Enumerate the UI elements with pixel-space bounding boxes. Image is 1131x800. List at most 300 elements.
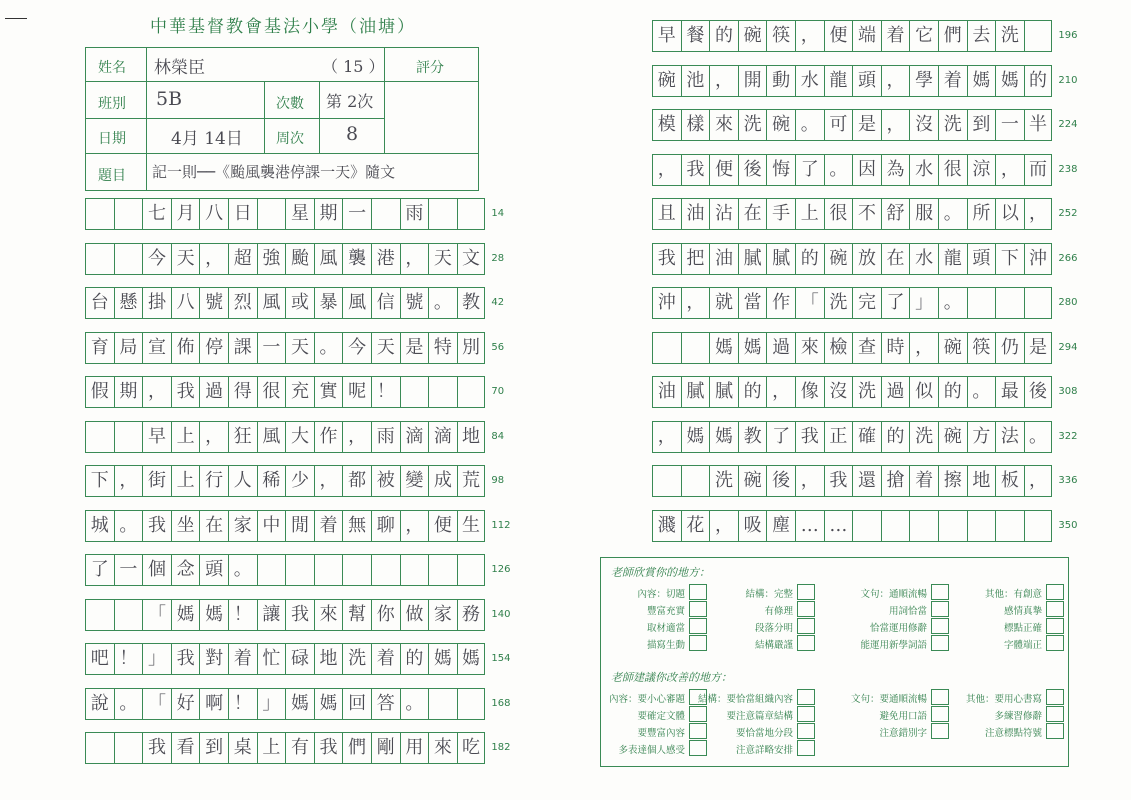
essay-cell: 水 — [909, 244, 938, 274]
school-name: 中華基督教會基法小學（油塘） — [150, 17, 416, 37]
essay-cell: 去 — [967, 21, 996, 51]
essay-cell: 作 — [314, 422, 343, 452]
word-count: 224 — [1058, 119, 1078, 130]
checklist-item: 取材適當 — [646, 623, 685, 634]
checklist-item: 要恰當地分段 — [735, 728, 793, 739]
essay-row — [85, 688, 485, 720]
essay-cell: 因 — [852, 155, 881, 185]
essay-cell: 花 — [681, 511, 710, 541]
essay-cell: 頭 — [967, 244, 996, 274]
checkbox[interactable] — [797, 635, 815, 651]
essay-cell: 媽 — [967, 66, 996, 96]
essay-cell: 變 — [400, 466, 429, 496]
essay-cell: 對 — [199, 644, 228, 674]
essay-cell: 都 — [342, 466, 371, 496]
essay-row — [85, 332, 485, 364]
essay-cell: 膩 — [709, 377, 738, 407]
essay-cell: 過 — [199, 377, 228, 407]
essay-cell: 是 — [1024, 333, 1053, 363]
essay-cell: 仍 — [995, 333, 1024, 363]
checklist-item: 注意錯別字 — [879, 728, 927, 739]
essay-row — [652, 376, 1052, 408]
essay-cell: 龍 — [938, 244, 967, 274]
essay-cell: 是 — [400, 333, 429, 363]
essay-cell: 或 — [285, 288, 314, 318]
checkbox[interactable] — [797, 689, 815, 705]
essay-cell: 媽 — [709, 333, 738, 363]
essay-row — [652, 332, 1052, 364]
essay-cell: 。 — [967, 377, 996, 407]
essay-cell: ， — [652, 422, 681, 452]
checkbox[interactable] — [689, 740, 707, 756]
checkbox[interactable] — [797, 601, 815, 617]
topic-label: 題目 — [98, 168, 126, 184]
essay-cell: 膩 — [738, 244, 767, 274]
essay-cell: ， — [881, 66, 910, 96]
essay-cell: 了 — [85, 555, 114, 585]
essay-cell: 了 — [881, 288, 910, 318]
essay-cell: 水 — [909, 155, 938, 185]
essay-cell: 便 — [824, 21, 853, 51]
essay-cell: 暴 — [314, 288, 343, 318]
word-count: 56 — [491, 341, 505, 353]
essay-cell: 家 — [228, 511, 257, 541]
checkbox[interactable] — [931, 706, 949, 722]
essay-cell — [652, 466, 681, 496]
essay-cell: 媽 — [314, 689, 343, 719]
essay-cell: 看 — [171, 733, 200, 763]
essay-cell: 港 — [371, 244, 400, 274]
checkbox[interactable] — [931, 601, 949, 617]
essay-row — [652, 243, 1052, 275]
essay-cell: 很 — [824, 199, 853, 229]
essay-cell: 媽 — [428, 644, 457, 674]
grade-label: 評分 — [416, 60, 444, 76]
essay-cell: 佈 — [171, 333, 200, 363]
essay-cell: ！ — [228, 689, 257, 719]
essay-cell: 雨 — [371, 422, 400, 452]
checkbox[interactable] — [689, 635, 707, 651]
essay-cell: 洗 — [824, 288, 853, 318]
date-label: 日期 — [98, 131, 126, 147]
checkbox[interactable] — [931, 689, 949, 705]
essay-cell: 當 — [738, 288, 767, 318]
week-value: 8 — [346, 123, 359, 145]
checkbox[interactable] — [689, 618, 707, 634]
checklist-item: 字體端正 — [1003, 640, 1042, 651]
checkbox[interactable] — [797, 740, 815, 756]
essay-cell: 所 — [967, 199, 996, 229]
essay-cell: 。 — [428, 288, 457, 318]
essay-cell: 天 — [428, 244, 457, 274]
essay-cell: 念 — [171, 555, 200, 585]
essay-cell: 沖 — [1024, 244, 1053, 274]
word-count: 280 — [1058, 297, 1078, 308]
essay-row — [652, 198, 1052, 230]
essay-cell: 餐 — [681, 21, 710, 51]
essay-cell: 今 — [342, 333, 371, 363]
essay-row — [652, 421, 1052, 453]
essay-cell: 滴 — [428, 422, 457, 452]
essay-cell: 一 — [114, 555, 143, 585]
checklist-item: 恰當運用修辭 — [869, 623, 927, 634]
essay-cell: 上 — [171, 466, 200, 496]
essay-cell: 最 — [995, 377, 1024, 407]
essay-cell: 媽 — [171, 600, 200, 630]
essay-row — [85, 554, 485, 586]
essay-cell — [285, 555, 314, 585]
essay-cell: 答 — [371, 689, 400, 719]
essay-cell: 號 — [400, 288, 429, 318]
essay-cell — [400, 377, 429, 407]
essay-cell: 期 — [314, 199, 343, 229]
word-count: 84 — [491, 430, 505, 442]
essay-cell: 碗 — [738, 466, 767, 496]
essay-cell: 很 — [257, 377, 286, 407]
essay-cell — [114, 199, 143, 229]
essay-cell: 。 — [114, 689, 143, 719]
checkbox[interactable] — [1046, 635, 1064, 651]
essay-cell: 呢 — [342, 377, 371, 407]
essay-cell: 閒 — [285, 511, 314, 541]
checkbox[interactable] — [1046, 584, 1064, 600]
essay-cell: 還 — [852, 466, 881, 496]
essay-cell — [314, 555, 343, 585]
essay-row — [85, 243, 485, 275]
checklist-item: 標點正確 — [1003, 623, 1042, 634]
essay-row — [652, 109, 1052, 141]
essay-cell: 且 — [652, 199, 681, 229]
essay-cell — [428, 377, 457, 407]
essay-cell: 我 — [652, 244, 681, 274]
essay-cell: 」 — [909, 288, 938, 318]
essay-cell — [114, 600, 143, 630]
checklist-item: 內容：切題 — [637, 589, 685, 600]
essay-cell: 很 — [938, 155, 967, 185]
essay-cell: 做 — [400, 600, 429, 630]
essay-row — [85, 643, 485, 675]
essay-row — [85, 465, 485, 497]
essay-cell: 滴 — [400, 422, 429, 452]
essay-cell: 媽 — [285, 689, 314, 719]
checkbox[interactable] — [797, 723, 815, 739]
essay-cell: 洗 — [852, 377, 881, 407]
essay-row — [85, 732, 485, 764]
word-count: 112 — [491, 519, 511, 531]
essay-cell: 有 — [285, 733, 314, 763]
essay-row — [652, 510, 1052, 542]
word-count: 70 — [491, 386, 505, 397]
essay-cell: 沒 — [909, 110, 938, 140]
essay-row — [85, 287, 485, 319]
essay-cell: 。 — [795, 110, 824, 140]
essay-row — [85, 376, 485, 408]
essay-cell — [257, 199, 286, 229]
essay-cell: 超 — [228, 244, 257, 274]
essay-cell: 板 — [995, 466, 1024, 496]
essay-cell: 作 — [766, 288, 795, 318]
class-number: （ 15 ） — [322, 57, 385, 76]
essay-cell: 的 — [795, 244, 824, 274]
essay-cell: 忙 — [257, 644, 286, 674]
checkbox[interactable] — [689, 584, 707, 600]
essay-cell: 地 — [314, 644, 343, 674]
essay-cell: 媽 — [457, 644, 486, 674]
essay-cell: 今 — [142, 244, 171, 274]
essay-cell: 地 — [457, 422, 486, 452]
essay-cell: 為 — [881, 155, 910, 185]
essay-cell: 頭 — [199, 555, 228, 585]
essay-cell — [1024, 21, 1053, 51]
essay-cell — [371, 199, 400, 229]
checklist-item: 要確定文體 — [637, 711, 685, 722]
essay-cell: 筷 — [967, 333, 996, 363]
essay-cell: 說 — [85, 689, 114, 719]
essay-cell: 服 — [909, 199, 938, 229]
essay-cell: 星 — [285, 199, 314, 229]
checklist-item: 多練習修辭 — [994, 711, 1042, 722]
essay-cell: … — [795, 511, 824, 541]
essay-cell: 成 — [428, 466, 457, 496]
essay-cell — [428, 555, 457, 585]
essay-cell: 風 — [314, 244, 343, 274]
word-count: 140 — [491, 608, 511, 620]
checklist-item: 能運用新學詞語 — [860, 640, 927, 651]
essay-cell: ， — [342, 422, 371, 452]
essay-cell — [995, 511, 1024, 541]
word-count: 336 — [1058, 475, 1078, 486]
essay-cell: 們 — [938, 21, 967, 51]
essay-cell: 時 — [881, 333, 910, 363]
word-count: 294 — [1058, 341, 1078, 353]
word-count: 350 — [1058, 519, 1078, 531]
essay-cell: 油 — [681, 199, 710, 229]
appreciation-title: 老師欣賞你的地方： — [611, 566, 710, 579]
essay-cell: ， — [400, 244, 429, 274]
essay-cell: ， — [400, 511, 429, 541]
essay-row — [85, 599, 485, 631]
word-count: 168 — [491, 697, 511, 709]
checkbox[interactable] — [1046, 706, 1064, 722]
word-count: 28 — [491, 252, 505, 264]
essay-cell: ， — [1024, 466, 1053, 496]
checkbox[interactable] — [689, 601, 707, 617]
essay-cell: 個 — [142, 555, 171, 585]
checklist-item: 注意標點符號 — [984, 728, 1042, 739]
essay-cell: ， — [199, 244, 228, 274]
essay-cell: 便 — [709, 155, 738, 185]
essay-cell — [428, 689, 457, 719]
checklist-item: 避免用口語 — [879, 711, 927, 722]
essay-cell: 聊 — [371, 511, 400, 541]
essay-cell: ， — [142, 377, 171, 407]
essay-cell: 水 — [795, 66, 824, 96]
essay-cell: 碌 — [285, 644, 314, 674]
essay-cell: 開 — [738, 66, 767, 96]
essay-cell: 可 — [824, 110, 853, 140]
checklist-item: 多表達個人感受 — [618, 745, 685, 756]
essay-cell: 大 — [285, 422, 314, 452]
essay-cell — [85, 600, 114, 630]
word-count: 98 — [491, 475, 505, 486]
essay-cell: 文 — [457, 244, 486, 274]
essay-cell: 媽 — [995, 66, 1024, 96]
essay-cell: 我 — [681, 155, 710, 185]
essay-cell: 地 — [967, 466, 996, 496]
essay-cell: 你 — [371, 600, 400, 630]
essay-cell: ！ — [228, 600, 257, 630]
essay-cell: 們 — [342, 733, 371, 763]
essay-cell: 上 — [257, 733, 286, 763]
essay-cell: ， — [681, 288, 710, 318]
essay-cell: 上 — [171, 422, 200, 452]
essay-cell: 風 — [342, 288, 371, 318]
essay-cell: 我 — [314, 733, 343, 763]
essay-cell: 擦 — [938, 466, 967, 496]
checkbox[interactable] — [797, 706, 815, 722]
essay-cell — [909, 511, 938, 541]
essay-cell: 雨 — [400, 199, 429, 229]
essay-cell: 就 — [709, 288, 738, 318]
essay-cell — [85, 733, 114, 763]
word-count: 252 — [1058, 208, 1078, 219]
essay-cell: 洗 — [909, 422, 938, 452]
essay-cell: 天 — [285, 333, 314, 363]
essay-cell: ， — [766, 377, 795, 407]
checklist-item: 結構嚴謹 — [754, 640, 793, 651]
essay-cell: 日 — [228, 199, 257, 229]
essay-cell: 着 — [371, 644, 400, 674]
essay-cell: 是 — [852, 110, 881, 140]
essay-cell: 後 — [738, 155, 767, 185]
essay-cell — [342, 555, 371, 585]
checkbox[interactable] — [689, 723, 707, 739]
checklist-item: 其他：要用心書寫 — [965, 694, 1042, 705]
essay-cell: 。 — [228, 555, 257, 585]
checklist-item: 描寫生動 — [646, 640, 685, 651]
improvement-title: 老師建議你改善的地方： — [611, 671, 732, 684]
essay-cell: 強 — [257, 244, 286, 274]
essay-cell: 。 — [938, 199, 967, 229]
essay-cell — [681, 333, 710, 363]
essay-cell: 的 — [1024, 66, 1053, 96]
essay-row — [85, 198, 485, 230]
essay-cell: ， — [1024, 199, 1053, 229]
essay-cell: 襲 — [342, 244, 371, 274]
essay-cell: 手 — [766, 199, 795, 229]
essay-cell: 它 — [909, 21, 938, 51]
checkbox[interactable] — [931, 584, 949, 600]
essay-cell: 信 — [371, 288, 400, 318]
essay-cell: 了 — [795, 155, 824, 185]
essay-cell: 一 — [995, 110, 1024, 140]
essay-cell — [428, 199, 457, 229]
essay-cell: 特 — [428, 333, 457, 363]
essay-cell: 幫 — [342, 600, 371, 630]
essay-cell: 在 — [881, 244, 910, 274]
checklist-item: 內容：要小心審題 — [608, 694, 685, 705]
essay-cell: 荒 — [457, 466, 486, 496]
essay-cell: 在 — [738, 199, 767, 229]
essay-cell: 我 — [285, 600, 314, 630]
essay-cell: 洗 — [342, 644, 371, 674]
essay-cell: 搶 — [881, 466, 910, 496]
essay-cell: 我 — [171, 644, 200, 674]
date-value: 4月 14日 — [171, 129, 243, 149]
essay-cell — [938, 511, 967, 541]
essay-cell: 吸 — [738, 511, 767, 541]
essay-cell: 膩 — [681, 377, 710, 407]
essay-cell: 涼 — [967, 155, 996, 185]
word-count: 196 — [1058, 30, 1078, 41]
essay-row — [652, 287, 1052, 319]
checkbox[interactable] — [1046, 723, 1064, 739]
essay-cell — [652, 333, 681, 363]
essay-cell — [85, 422, 114, 452]
essay-cell: 來 — [314, 600, 343, 630]
essay-cell: 務 — [457, 600, 486, 630]
checkbox[interactable] — [1046, 618, 1064, 634]
essay-cell — [1024, 511, 1053, 541]
essay-cell: 在 — [199, 511, 228, 541]
name-value: 林榮臣 — [154, 58, 205, 78]
checklist-item: 文句：要通順流暢 — [850, 694, 927, 705]
checklist-item: 結構：要恰當組織內容 — [697, 694, 793, 705]
times-value: 第 2次 — [326, 92, 374, 111]
essay-cell: 來 — [428, 733, 457, 763]
checkbox[interactable] — [797, 584, 815, 600]
checkbox[interactable] — [689, 706, 707, 722]
essay-cell: 剛 — [371, 733, 400, 763]
essay-cell: 教 — [738, 422, 767, 452]
checkbox[interactable] — [1046, 689, 1064, 705]
essay-cell: 早 — [652, 21, 681, 51]
essay-cell: 檢 — [824, 333, 853, 363]
checklist-item: 感情真摯 — [1003, 606, 1042, 617]
essay-cell: 人 — [228, 466, 257, 496]
checkbox[interactable] — [931, 635, 949, 651]
essay-cell: 的 — [709, 21, 738, 51]
essay-cell: 媽 — [681, 422, 710, 452]
essay-cell: 懸 — [114, 288, 143, 318]
essay-cell: 學 — [909, 66, 938, 96]
essay-cell: 中 — [257, 511, 286, 541]
essay-row — [85, 510, 485, 542]
essay-cell: 後 — [766, 466, 795, 496]
essay-cell: ， — [652, 155, 681, 185]
essay-cell: 下 — [995, 244, 1024, 274]
essay-cell: 。 — [314, 333, 343, 363]
essay-cell: 動 — [766, 66, 795, 96]
checkbox[interactable] — [797, 618, 815, 634]
essay-cell: 放 — [852, 244, 881, 274]
checkbox[interactable] — [1046, 601, 1064, 617]
word-count: 42 — [491, 297, 505, 308]
checkbox[interactable] — [931, 618, 949, 634]
essay-cell: 的 — [738, 377, 767, 407]
topic-value: 記一則──《颱風襲港停課一天》隨文 — [152, 163, 396, 181]
checklist-item: 段落分明 — [754, 623, 793, 634]
essay-cell: 後 — [1024, 377, 1053, 407]
essay-cell: 油 — [652, 377, 681, 407]
essay-cell: 」 — [142, 644, 171, 674]
essay-cell: ， — [795, 466, 824, 496]
essay-cell — [967, 511, 996, 541]
essay-cell: ， — [909, 333, 938, 363]
essay-cell — [114, 244, 143, 274]
checkbox[interactable] — [931, 723, 949, 739]
essay-cell: 一 — [257, 333, 286, 363]
